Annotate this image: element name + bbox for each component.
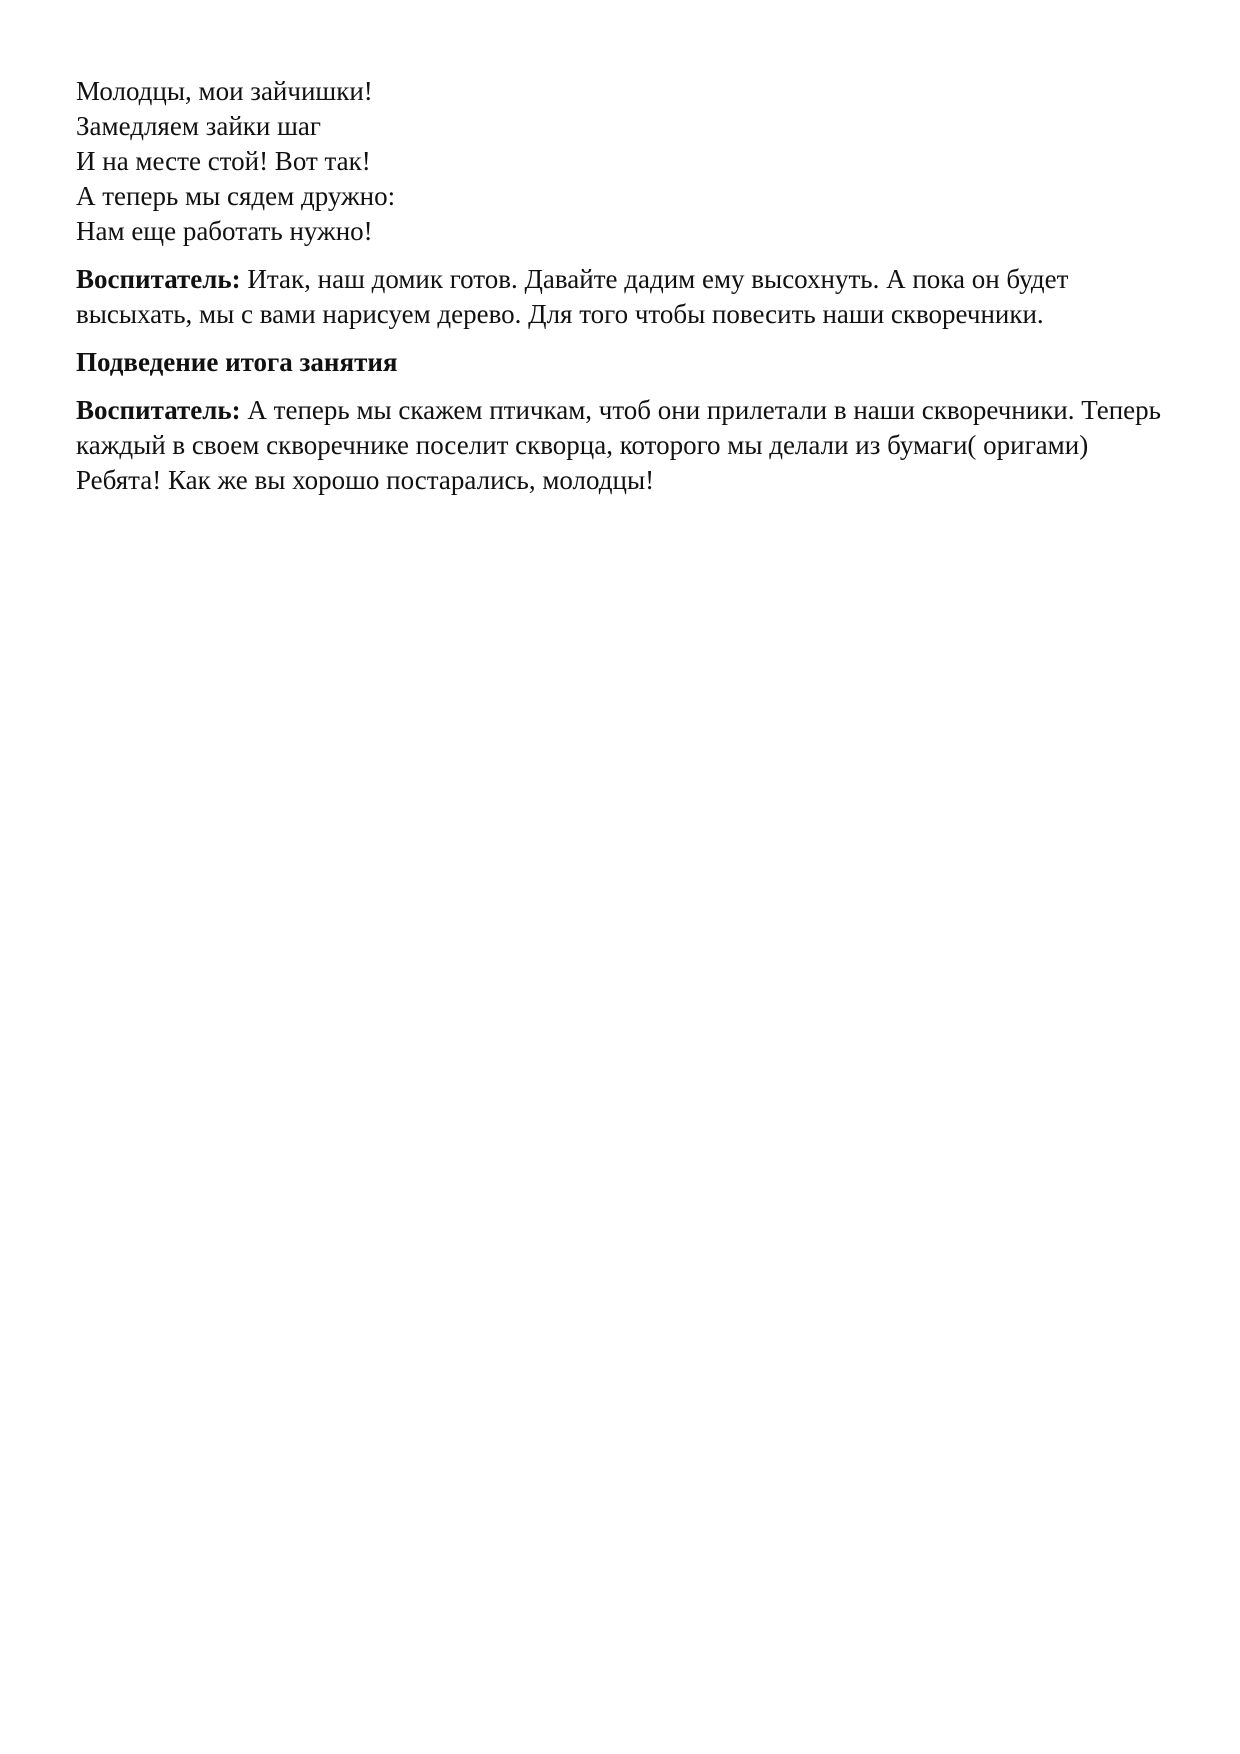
section-heading: Подведение итога занятия	[76, 347, 398, 377]
verse-line: А теперь мы сядем дружно:	[76, 181, 396, 211]
verse-line: Замедляем зайки шаг	[76, 111, 321, 141]
speaker-label: Воспитатель:	[76, 395, 241, 425]
teacher-paragraph-1	[76, 262, 1176, 332]
paragraph-text: А теперь мы скажем птичкам, чтоб они прилетали в наши скворечники. Теперь каждый в своем скворечнике поселит скворца, которого мы делали из бумаги( оригами) Ребята! Как же вы хорошо постарались, молодцы!	[76, 395, 1161, 495]
verse-line: И на месте стой! Вот так!	[76, 146, 371, 176]
document-page	[76, 74, 1176, 498]
verse-line: Нам еще работать нужно!	[76, 216, 373, 246]
poem-verse	[76, 74, 1176, 249]
speaker-label: Воспитатель:	[76, 264, 241, 294]
verse-line: Молодцы, мои зайчишки!	[76, 76, 373, 106]
paragraph-text: Итак, наш домик готов. Давайте дадим ему высохнуть. А пока он будет высыхать, мы с вами нарисуем дерево. Для того чтобы повесить наши скворечники.	[76, 264, 1069, 329]
teacher-paragraph-2	[76, 393, 1176, 498]
